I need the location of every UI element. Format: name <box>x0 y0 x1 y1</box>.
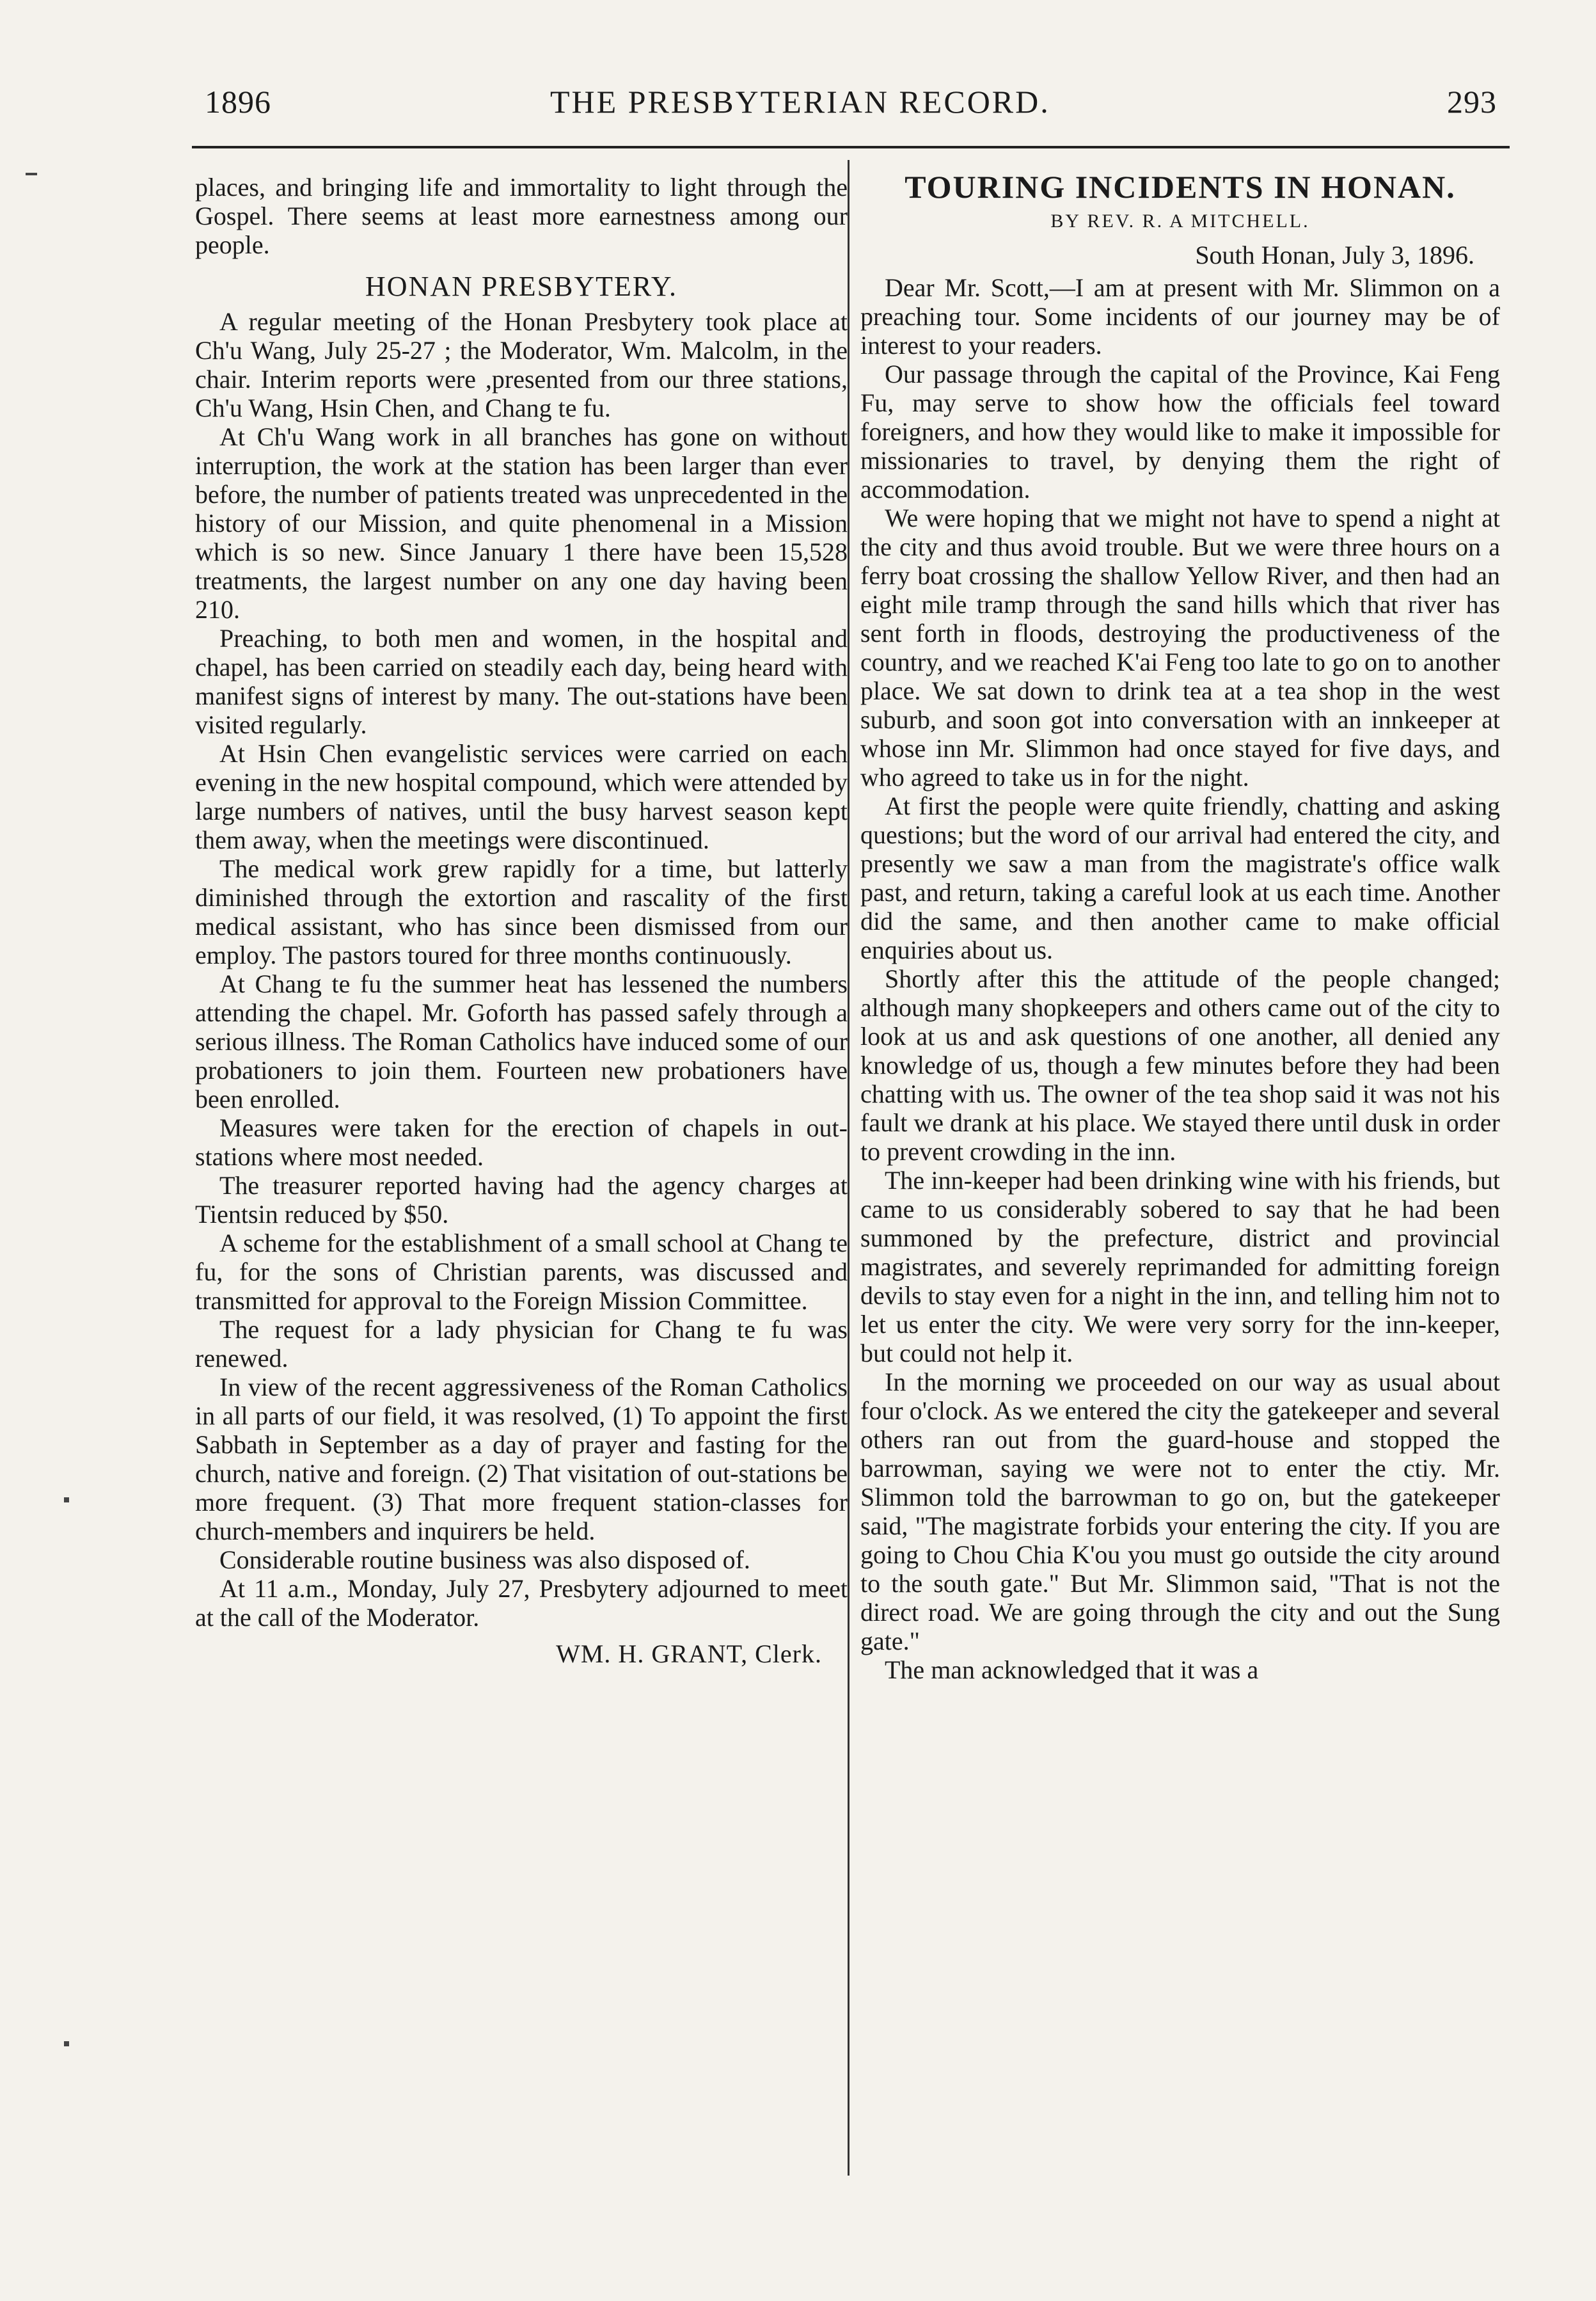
scan-speck <box>26 173 37 175</box>
left-paragraph: A scheme for the establishment of a small school at Chang te fu, for the sons of Christian parents, was discussed and transmitted for approval to the Foreign Mission Committee. <box>195 1229 848 1315</box>
left-paragraph: In view of the recent aggressiveness of the Roman Catholics in all parts of our field, it was resolved, (1) To appoint the first Sabbath in September as a day of prayer and fasting for the church, native and foreign. (2) That visitation of out-stations be more frequent. (3) That more frequent station-classes for church-members and inquirers be held. <box>195 1373 848 1545</box>
header-title: THE PRESBYTERIAN RECORD. <box>550 84 1050 120</box>
right-paragraph: The man acknowledged that it was a <box>885 1655 1259 1684</box>
article-byline: BY REV. R. A MITCHELL. <box>1050 211 1310 232</box>
header-page-number: 293 <box>1447 84 1497 120</box>
left-paragraph: At Hsin Chen evangelistic services were carried on each evening in the new hospital compound, which were attended by large numbers of natives, until the busy harvest season kept them away, when the meetings were discontinued. <box>195 739 848 854</box>
left-paragraph: Considerable routine business was also disposed of. <box>219 1545 750 1574</box>
left-paragraph: The request for a lady physician for Chang te fu was renewed. <box>195 1315 848 1373</box>
left-paragraph: A regular meeting of the Honan Presbytery took place at Ch'u Wang, July 25-27 ; the Moderator, Wm. Malcolm, in the chair. Interim reports were ,presented from our three stations, Ch'u Wang, Hsin Chen, and Chang te fu. <box>195 307 848 422</box>
right-paragraph: Dear Mr. Scott,—I am at present with Mr. Slimmon on a preaching tour. Some incidents of our journey may be of interest to your readers. <box>860 273 1500 360</box>
scan-speck <box>64 1497 69 1502</box>
left-paragraph: The medical work grew rapidly for a time, but latterly diminished through the extortion and rascality of the first medical assistant, who has since been dismissed from our employ. The pastors toured for three months continuously. <box>195 854 848 969</box>
right-paragraph: Shortly after this the attitude of the people changed; although many shopkeepers and others came out of the city to look at us and ask questions of one another, all denied any knowledge of us, though a few minutes before they had been chatting with us. The owner of the tea shop said it was not his fault we drank at his place. We stayed there until dusk in order to prevent crowding in the inn. <box>860 964 1500 1166</box>
right-paragraph: Our passage through the capital of the Province, Kai Feng Fu, may serve to show how the officials feel toward foreigners, and how they would like to make it impossible for missionaries to travel, by denying them the right of accommodation. <box>860 360 1500 504</box>
right-paragraph: We were hoping that we might not have to spend a night at the city and thus avoid trouble. But we were three hours on a ferry boat crossing the shallow Yellow River, and then had an eight mile tramp through the sand hills which that river has sent forth in floods, destroying the productiveness of the country, and we reached K'ai Feng too late to go on to another place. We sat down to drink tea at a tea shop in the west suburb, and soon got into conversation with an innkeeper at whose inn Mr. Slimmon had once stayed for five days, and who agreed to take us in for the night. <box>860 504 1500 792</box>
article-title: TOURING INCIDENTS IN HONAN. <box>905 169 1456 205</box>
left-intro: places, and bringing life and immortality to light through the Gospel. There seems at least more earnestness among our people. <box>195 173 848 259</box>
right-paragraph: At first the people were quite friendly, chatting and asking questions; but the word of our arrival had entered the city, and presently we saw a man from the magistrate's office walk past, and return, taking a careful look at us each time. Another did the same, and then another came to make official enquiries about us. <box>860 792 1500 964</box>
left-heading: HONAN PRESBYTERY. <box>365 271 677 302</box>
column-divider <box>848 160 849 2176</box>
left-signature: WM. H. GRANT, Clerk. <box>556 1639 822 1668</box>
header-year: 1896 <box>205 84 271 120</box>
header-rule <box>192 146 1510 148</box>
left-paragraph: Measures were taken for the erection of chapels in out-stations where most needed. <box>195 1113 848 1171</box>
left-paragraph: At Ch'u Wang work in all branches has gone on without interruption, the work at the station has been larger than ever before, the number of patients treated was unprecedented in the history of our Mission, and quite phenomenal in a Mission which is so new. Since January 1 there have been 15,528 treatments, the largest number on any one day having been 210. <box>195 422 848 624</box>
left-column <box>195 173 848 1668</box>
article-dateline: South Honan, July 3, 1896. <box>1195 241 1474 269</box>
left-paragraph: At 11 a.m., Monday, July 27, Presbytery adjourned to meet at the call of the Moderator. <box>195 1574 848 1632</box>
right-column <box>860 169 1500 1684</box>
scan-speck <box>64 2041 69 2046</box>
page-header <box>192 77 1510 134</box>
left-paragraph: The treasurer reported having had the agency charges at Tientsin reduced by $50. <box>195 1171 848 1229</box>
left-paragraph: Preaching, to both men and women, in the hospital and chapel, has been carried on steadily each day, being heard with manifest signs of interest by many. The out-stations have been visited regularly. <box>195 624 848 739</box>
left-paragraph: At Chang te fu the summer heat has lessened the numbers attending the chapel. Mr. Goforth has passed safely through a serious illness. The Roman Catholics have induced some of our probationers to join them. Fourteen new probationers have been enrolled. <box>195 969 848 1113</box>
right-paragraph: The inn-keeper had been drinking wine with his friends, but came to us considerably sobered to say that he had been summoned by the prefecture, district and provincial magistrates, and severely reprimanded for admitting foreign devils to stay even for a night in the inn, and telling him not to let us enter the city. We were very sorry for the inn-keeper, but could not help it. <box>860 1166 1500 1367</box>
right-paragraph: In the morning we proceeded on our way as usual about four o'clock. As we entered the city the gatekeeper and several others ran out from the guard-house and stopped the barrowman, saying we were not to enter the ctiy. Mr. Slimmon told the barrowman to go on, but the gatekeeper said, "The magistrate forbids your entering the city. If you are going to Chou Chia K'ou you must go outside the city around to the south gate." But Mr. Slimmon said, "That is not the direct road. We are going through the city and out the Sung gate." <box>860 1367 1500 1655</box>
